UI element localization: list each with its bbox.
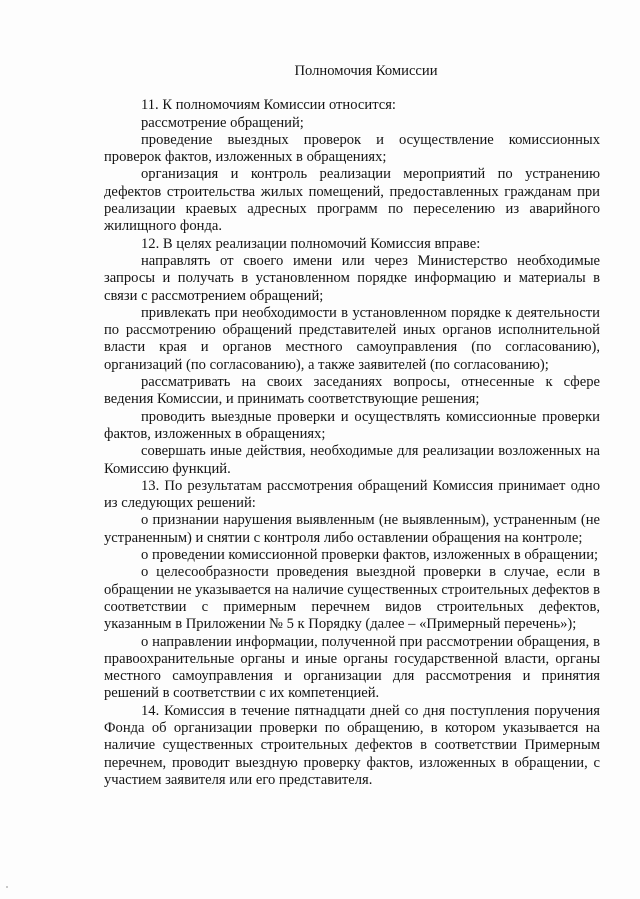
clause-11-item-3: организация и контроль реализации мероприятий по устранению дефектов строительства жилых помещений, предоставленных гражданам при реализации краевых адресных программ по переселению из аварийного жилищного фонда. bbox=[104, 166, 600, 235]
clause-13-item-4: о направлении информации, полученной при рассмотрении обращения, в правоохранительные органы и иные органы государственной власти, органы местного самоуправления и организации для рассмотрения и принятия решений в соответствии с их компетенцией. bbox=[104, 633, 600, 702]
clause-13-item-2: о проведении комиссионной проверки фактов, изложенных в обращении; bbox=[141, 547, 599, 564]
section-title: Полномочия Комиссии bbox=[294, 63, 438, 79]
clause-11-item-1: рассмотрение обращений; bbox=[141, 114, 304, 131]
clause-13-item-1: о признании нарушения выявленным (не выявленным), устраненным (не устраненным) и снятии с контроля либо оставлении обращения на контроле; bbox=[104, 512, 600, 546]
clause-13-item-3: о целесообразности проведения выездной проверки в случае, если в обращении не указывается на наличие существенных строительных дефектов в соответствии с примерным перечнем видов строительных дефектов, указанным в Приложении № 5 к Порядку (далее – «Примерный перечень»); bbox=[104, 564, 600, 633]
clause-11-item-2: проведение выездных проверок и осуществление комиссионных проверок фактов, изложенных в обращениях; bbox=[104, 131, 600, 166]
clause-12-item-1: направлять от своего имени или через Министерство необходимые запросы и получать в установленном порядке информацию и материалы в связи с рассмотрением обращений; bbox=[104, 252, 600, 304]
clause-14: 14. Комиссия в течение пятнадцати дней со дня поступления поручения Фонда об организации проверки по обращению, в котором указывается на наличие существенных строительных дефектов в соответствии Примерным перечнем, проводит выездную проверку фактов, изложенных в обращении, с участием заявителя или его представителя. bbox=[104, 702, 600, 788]
clause-12-item-2: привлекать при необходимости в установленном порядке к деятельности по рассмотрению обращений представителей иных органов исполнительной власти края и органов местного самоуправления (по согласованию), организаций (по согласованию), а также заявителей (по согласованию); bbox=[104, 304, 600, 373]
clause-13-heading: 13. По результатам рассмотрения обращений Комиссия принимает одно из следующих решений: bbox=[104, 477, 600, 512]
clause-12-item-3: рассматривать на своих заседаниях вопросы, отнесенные к сфере ведения Комиссии, и принимать соответствующие решения; bbox=[104, 374, 600, 408]
document-body bbox=[104, 63, 600, 789]
clause-12-item-5: совершать иные действия, необходимые для реализации возложенных на Комиссию функций. bbox=[104, 443, 600, 477]
clause-12-item-4: проводить выездные проверки и осуществлять комиссионные проверки фактов, изложенных в обращениях; bbox=[104, 408, 600, 442]
scan-artifact bbox=[6, 886, 8, 888]
clause-12-heading: 12. В целях реализации полномочий Комиссия вправе: bbox=[141, 235, 481, 252]
clause-11-heading: 11. К полномочиям Комиссии относится: bbox=[141, 97, 396, 114]
